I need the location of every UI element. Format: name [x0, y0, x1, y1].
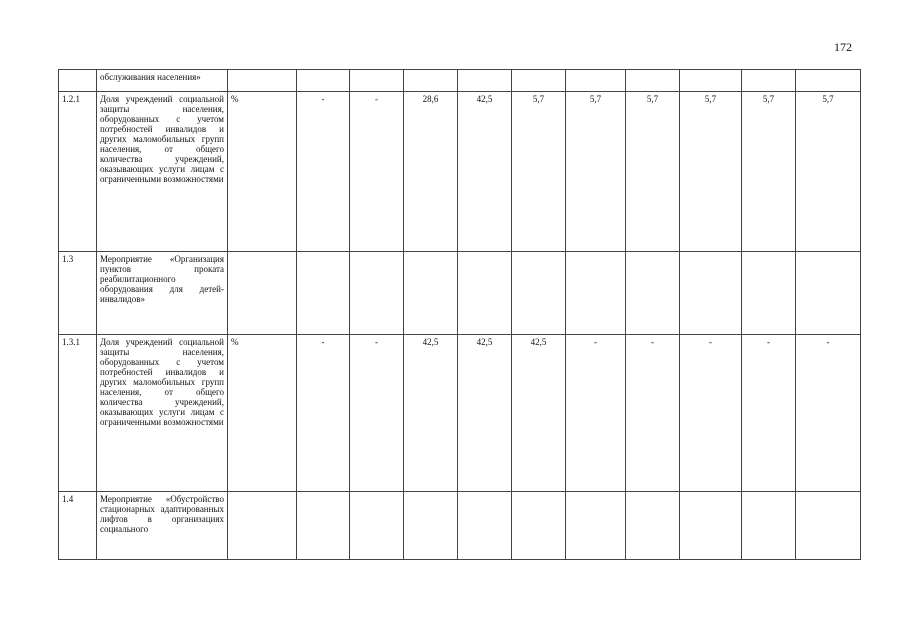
value-cell: [512, 70, 566, 92]
value-cell: [404, 252, 458, 335]
value-cell: -: [566, 335, 626, 492]
table-row: [59, 70, 861, 92]
row-number: 1.2.1: [59, 92, 97, 252]
value-cell: [297, 252, 350, 335]
indicator-table: [58, 69, 861, 560]
value-cell: [626, 70, 680, 92]
row-description: Доля учреждений социальной защиты населения, оборудованных с учетом потребностей инвалидов и других маломобильных групп населения, от общего количества учреждений, оказывающих услуги лицам с ограниченными возможностями: [97, 335, 228, 492]
value-cell: [796, 70, 861, 92]
row-number: 1.4: [59, 492, 97, 560]
row-description: Доля учреждений социальной защиты населения, оборудованных с учетом потребностей инвалидов и других маломобильных групп населения, от общего количества учреждений, оказывающих услуги лицам с ограниченными возможностями: [97, 92, 228, 252]
value-cell: -: [350, 335, 404, 492]
row-number: 1.3: [59, 252, 97, 335]
value-cell: 42,5: [458, 335, 512, 492]
value-cell: 5,7: [512, 92, 566, 252]
value-cell: 5,7: [566, 92, 626, 252]
value-cell: [742, 70, 796, 92]
value-cell: -: [680, 335, 742, 492]
value-cell: [350, 70, 404, 92]
value-cell: 5,7: [680, 92, 742, 252]
value-cell: -: [350, 92, 404, 252]
value-cell: [680, 70, 742, 92]
value-cell: [297, 70, 350, 92]
value-cell: [458, 70, 512, 92]
value-cell: [566, 70, 626, 92]
table-row: [59, 335, 861, 492]
value-cell: -: [297, 92, 350, 252]
value-cell: [512, 492, 566, 560]
value-cell: [680, 252, 742, 335]
row-number: [59, 70, 97, 92]
row-description: обслуживания населения»: [97, 70, 228, 92]
value-cell: 5,7: [626, 92, 680, 252]
row-unit: [228, 492, 297, 560]
value-cell: 28,6: [404, 92, 458, 252]
value-cell: [680, 492, 742, 560]
value-cell: [742, 492, 796, 560]
table-row: [59, 92, 861, 252]
value-cell: -: [796, 335, 861, 492]
value-cell: [350, 492, 404, 560]
table-row: [59, 252, 861, 335]
value-cell: [626, 252, 680, 335]
row-description: Мероприятие «Организация пунктов проката реабилитационного оборудования для детей-инвалидов»: [97, 252, 228, 335]
value-cell: [742, 252, 796, 335]
value-cell: 5,7: [742, 92, 796, 252]
value-cell: 42,5: [404, 335, 458, 492]
value-cell: [458, 252, 512, 335]
value-cell: [512, 252, 566, 335]
value-cell: [350, 252, 404, 335]
row-unit: %: [228, 92, 297, 252]
page-number: 172: [834, 40, 852, 54]
value-cell: 42,5: [512, 335, 566, 492]
value-cell: -: [626, 335, 680, 492]
row-number: 1.3.1: [59, 335, 97, 492]
row-description: Мероприятие «Обустройство стационарных адаптированных лифтов в организациях социального: [97, 492, 228, 560]
table-row: [59, 492, 861, 560]
value-cell: [297, 492, 350, 560]
value-cell: 5,7: [796, 92, 861, 252]
row-unit: [228, 252, 297, 335]
row-unit: %: [228, 335, 297, 492]
value-cell: [796, 252, 861, 335]
value-cell: [626, 492, 680, 560]
value-cell: 42,5: [458, 92, 512, 252]
value-cell: [566, 492, 626, 560]
value-cell: [458, 492, 512, 560]
value-cell: [566, 252, 626, 335]
row-unit: [228, 70, 297, 92]
value-cell: [796, 492, 861, 560]
value-cell: [404, 70, 458, 92]
value-cell: -: [297, 335, 350, 492]
value-cell: -: [742, 335, 796, 492]
value-cell: [404, 492, 458, 560]
